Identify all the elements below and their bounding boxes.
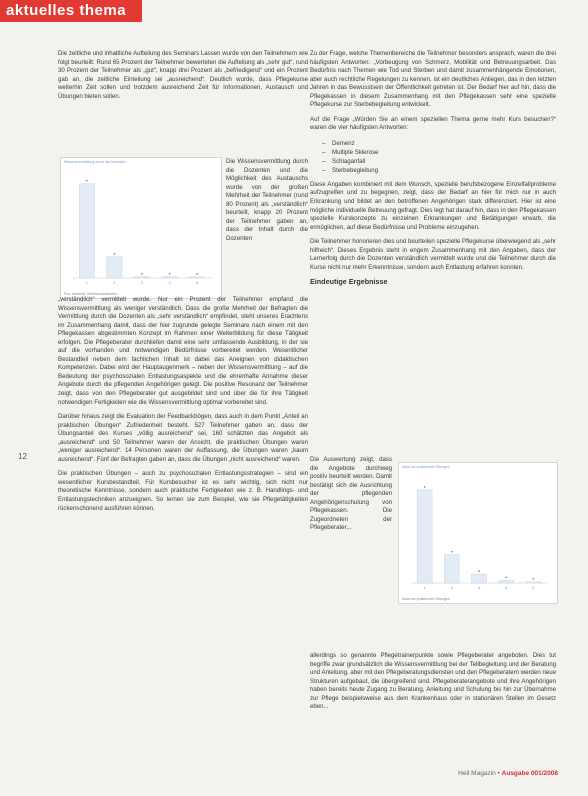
- bar-marker: [196, 273, 198, 275]
- paragraph: Die Wissensvermittlung durch die Dozenten und die Möglichkeit des Austauschs wurde von der großen Mehrheit der Teilnehmer (rund 80 Prozent) als „verständlich“ beurteilt, knapp 20 Prozent der Teilnehmer gaben an, dass der Inhalt durch die Dozenten: [226, 158, 308, 242]
- text-beside-chart: [226, 158, 308, 243]
- x-tick-label: 4: [505, 586, 508, 590]
- bar-marker: [451, 551, 453, 553]
- x-tick-label: 5: [532, 586, 535, 590]
- list-item: – Demenz: [326, 139, 556, 148]
- x-tick-label: 5: [196, 281, 199, 285]
- bar-marker: [533, 578, 535, 580]
- chart-knowledge-transfer: [60, 157, 222, 299]
- list-item: – Sterbebegleitung: [326, 166, 556, 175]
- section-header: aktuelles thema: [0, 0, 142, 22]
- chart-bar: [472, 574, 487, 583]
- bar-marker: [114, 253, 116, 255]
- chart-bar: [134, 277, 149, 278]
- x-tick-label: 3: [478, 586, 480, 590]
- list-item: – Multiple Sklerose: [326, 148, 556, 157]
- chart-bar: [417, 490, 432, 583]
- chart-title: Anteil an praktischen Übungen: [402, 465, 450, 469]
- chart-svg: [61, 158, 221, 298]
- text-beside-chart-right: [310, 456, 392, 533]
- paragraph: Die Auswertung zeigt, dass die Angebote durchweg positiv beurteilt werden. Damit bestätigt sich die Ausrichtung der pflegenden Angehörigenschulung von Pflegekassen. Die Zugeordneten der Pflegeberater...: [310, 456, 392, 532]
- bar-marker: [424, 486, 426, 488]
- right-column-bottom: [310, 652, 556, 718]
- bar-marker: [505, 577, 507, 579]
- x-tick-label: 1: [423, 586, 426, 590]
- chart-bar: [444, 555, 459, 583]
- chart-svg: [399, 463, 557, 603]
- paragraph: Diese Angaben kombiniert mit dem Wunsch, spezielle berufsbezogene Einzelfallprobleme aufzugreifen und zu begegnen, zeigt, dass der Bedarf an hier für mich nur in auch Erkrankung und bildet an den betroffenen Angehörigen stark differenziert. Hier ist eine mögliche individuelle Betreuung gefragt. Dies legt hat darauf hin, dass in den Pflegekassen spezielle Kurskonzepte zu einzelnen Erkrankungen und Betätigungen erwarb, die ermöglichen, auf diese Bedürfnisse und Probleme einzugehen.: [310, 180, 556, 231]
- chart-title: Wissensvermittlung durch die Dozenten: [64, 160, 126, 164]
- section-subheading: Eindeutige Ergebnisse: [310, 277, 388, 287]
- left-column-top: [58, 50, 308, 107]
- chart-caption: Anteil an praktischen Übungen: [402, 597, 450, 601]
- list-item: – Schlaganfall: [326, 157, 556, 166]
- bar-marker: [169, 273, 171, 275]
- paragraph: „verständlich“ vermittelt wurde. Nur ein Prozent der Teilnehmer empfand die Wissensvermittlung als weniger verständlich. Dass die große Mehrheit der Befragten die Vermittlung durch die Dozenten als „sehr verständlich“ empfindet, steht unseres Erachtens im Zusammenhang damit, dass der hier zugrunde gelegte Seminare nach einem mit den Pflegekassen abgestimmten Konzept im Rahmen einer Weiterbildung für diese Tätigkeit erfolgen. Die Pflegeberater durchliefen damit eine sehr umfassende Ausbildung, in der sie auf die vorhanden und notwendigen Bedürfnisse vorbereitet werden. Wesentlicher Bestandteil neben dem fachlichen Inhalt ist dabei das Aneignen von didaktischen Kompetenzen. Dabei wird der Hauptaugenmerk – neben der Wissensvermittlung – auf die Bedeutung der psychosozialen Entlastungsaspekte und die ehrenhafte Annahme dieser Angebote durch die pflegenden Angehörigen gelegt. Die positive Resonanz der Teilnehmer zeigt, dass von den Pflegeberater gut ausgebildet sind und über die für ihre Tätigkeit notwendigen Fertigkeiten wie die Wissensvermittlung optimal vorbereitet sind.: [58, 296, 308, 406]
- bar-marker: [478, 570, 480, 572]
- right-column: [310, 50, 556, 291]
- x-tick-label: 3: [141, 281, 143, 285]
- paragraph: Darüber hinaus zeigt die Evaluation der Feedbackbögen, dass auch in dem Punkt „Anteil an praktischen Übungen“ Zufriedenheit besteht. 527 Teilnehmer gaben an, dass der Übungsanteil des Kurses „völlig ausreichend“ sei, 160 schätzten das Angebot als „ausreichend“ und 50 Teilnehmer waren der Ansicht, die praktischen Übungen waren „weniger ausreichend“. 14 Personen waren der Auffassung, die Übungen waren „kaum ausreichend“. Fünf der Befragten gaben an, dass die Übungen „nicht ausreichend“ waren.: [58, 413, 308, 463]
- bar-marker: [141, 273, 143, 275]
- paragraph: Die praktischen Übungen – auch zu psychosozialen Entlastungsstrategien – sind ein wesentlicher Kursbestandteil. Für Kursbesucher ist es sehr wichtig, sich nicht nur theoretische Kenntnisse, sondern auch praktische Fertigkeiten wie z. B. Handlings- und Entlastungstechniken anzueignen. So lernen sie zum Beispiel, wie sie Pflegetätigkeiten rückenschonend ausführen können.: [58, 470, 308, 512]
- footer: Heil Magazin • Ausgabe 001/2008: [458, 770, 558, 777]
- issue-label: Ausgabe 001/2008: [501, 770, 558, 777]
- x-tick-label: 2: [113, 281, 116, 285]
- bar-marker: [86, 180, 88, 182]
- paragraph: Die zeitliche und inhaltliche Aufteilung des Seminars Lassen wurde von den Teilnehmern wie folgt beurteilt: Rund 65 Prozent der Teilnehmer bewerteten die Aufteilung als „sehr gut“, rund 30 Prozent der Teilnehmer als „gut“, knapp drei Prozent als „befriedigend“ und ein Prozent gab an, die zeitliche Einteilung sei „ausreichend“. Deutlich wurde, dass Pflegekurse weiterhin Zeit sollen und trotzdem ausreichend Zeit für Informationen, Austausch und Übungen bieten sollen.: [58, 50, 308, 100]
- chart-bar: [79, 184, 94, 278]
- x-tick-label: 2: [450, 586, 453, 590]
- paragraph: allerdings so genannte Pflegetrainerpunkte sowie Pflegeberater angeboten. Dies tut begriffe zwar grundsätzlich die Wissensvermittlung bei der Tellbegleitung und der Beratung und Anleitung, aber mit den Pflegeberatungsdiensten und den Pflegeberatern werden neue Strukturen aufgebaut, die übergreifend sind. Pflegeberaterangebote und ihre Angehörigen haben bereits heute Zugang zu Beratung, Anleitung und Schulung bis hin zur Übernahme zur Pflege beispielsweise aus dem Krankenhaus oder in stationären Stellen im Gesetz eben...: [310, 652, 556, 711]
- chart-bar: [107, 257, 122, 278]
- x-tick-label: 4: [168, 281, 171, 285]
- paragraph: Die Teilnehmer honorieren dies und beurteilen spezielle Pflegekurse überwiegend als „sehr hilfreich“. Dieses Ergebnis steht in engem Zusammenhang mit den Angaben, dass der Lernerfolg durch die Dozenten verständlich vermittelt wurde und die Teilnehmer durch die Kurse nicht nur mehr Erkenntnisse, sondern auch Entlastung erfahren konnten.: [310, 238, 556, 271]
- chart-practical-exercises: [398, 462, 558, 604]
- chart-caption: Pos. bewertet, Mehrfachantworten: [64, 292, 118, 296]
- page-number: 12: [18, 452, 27, 461]
- chart-bar: [190, 277, 205, 278]
- magazine-name: Heil Magazin: [458, 770, 496, 777]
- chart-bar: [162, 277, 177, 278]
- x-tick-label: 1: [85, 281, 88, 285]
- paragraph: Auf die Frage „Würden Sie an einem speziellen Thema gerne mehr Kurs besuchen?“ waren die vier häufigsten Antworten:: [310, 115, 556, 132]
- topic-list: [326, 139, 556, 175]
- left-column-bottom: [58, 296, 308, 519]
- chart-bar: [526, 582, 541, 583]
- paragraph: Zu der Frage, welche Themenbereiche die Teilnehmer besonders ansprach, waren die drei häufigsten Antworten: „Vorbeugung von Schmerz, Mobilität und Betreuungsarbeit. Das Bedürfnis nach Themen wie Tod und Sterben und damit zusammenhängende Emotionen, aber auch rechtliche Regelungen zu kennen, ist ein deutliches Anliegen, das in den letzten Jahren in das Bewusstsein der Öffentlichkeit getreten ist. Der Bedarf hier auf hin, dass die Pflegekassen in diesem Zusammenhang mit den Pflegekassen sehr eine spezielle Pflegekurse zur Sterbebegleitung entwickelt.: [310, 50, 556, 109]
- chart-bar: [499, 581, 514, 583]
